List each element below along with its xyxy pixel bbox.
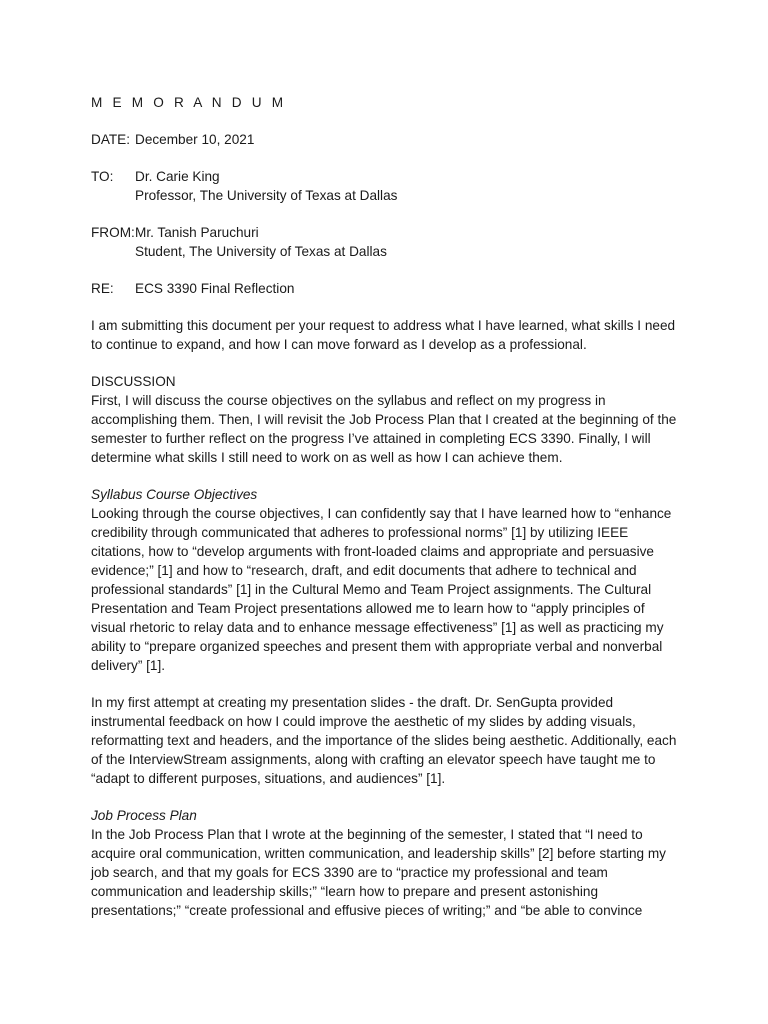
date-block: [91, 130, 681, 149]
from-name: Mr. Tanish Paruchuri: [135, 225, 259, 240]
date-value: December 10, 2021: [135, 132, 255, 147]
syllabus-paragraph-1: Looking through the course objectives, I can confidently say that I have learned how to “enhance credibility through communicated that adheres to professional norms” [1] by utilizing IEEE citations, how to “develop arguments with front-loaded claims and appropriate and persuasive evidence;” [1] and how to “research, draft, and edit documents that adhere to technical and professional standards” [1] in the Cultural Memo and Team Project assignments. The Cultural Presentation and Team Project presentations allowed me to learn how to “apply principles of visual rhetoric to relay data and to enhance message effectiveness” [1] as well as practicing my ability to “prepare organized speeches and present them with appropriate verbal and nonverbal delivery” [1].: [91, 506, 672, 673]
intro-paragraph: I am submitting this document per your request to address what I have learned, what skills I need to continue to expand, and how I can move forward as I develop as a professional.: [91, 318, 676, 352]
from-label: FROM:: [91, 225, 135, 240]
syllabus-paragraph-2: In my first attempt at creating my presentation slides - the draft. Dr. SenGupta provided instrumental feedback on how I could improve the aesthetic of my slides by adding visuals, reformatting text and headers, and the importance of the slides being aesthetic. Additionally, each of the InterviewStream assignments, along with crafting an elevator speech have taught me to “adapt to different purposes, situations, and audiences” [1].: [91, 695, 677, 786]
to-label: TO:: [91, 169, 114, 184]
discussion-paragraph: First, I will discuss the course objectives on the syllabus and reflect on my progress in accomplishing them. Then, I will revisit the Job Process Plan that I created at the beginning of the semester to further reflect on the progress I’ve attained in completing ECS 3390. Finally, I will determine what skills I still need to work on as well as how I can achieve them.: [91, 393, 677, 465]
memo-title: M E M O R A N D U M: [91, 95, 287, 110]
job-process-paragraph: In the Job Process Plan that I wrote at the beginning of the semester, I stated that “I need to acquire oral communication, written communication, and leadership skills” [2] before starting my job search, and that my goals for ECS 3390 are to “practice my professional and team communication and leadership skills;” “learn how to prepare and present astonishing presentations;” “create professional and effusive pieces of writing;” and “be able to convince: [91, 827, 666, 918]
syllabus-heading: Syllabus Course Objectives: [91, 487, 258, 502]
to-role: Professor, The University of Texas at Dallas: [135, 188, 398, 203]
job-process-heading: Job Process Plan: [91, 808, 197, 823]
to-block: [91, 167, 681, 205]
from-block: [91, 223, 681, 261]
from-role: Student, The University of Texas at Dallas: [135, 244, 387, 259]
date-label: DATE:: [91, 132, 131, 147]
re-value: ECS 3390 Final Reflection: [135, 281, 295, 296]
re-label: RE:: [91, 281, 114, 296]
discussion-heading: DISCUSSION: [91, 374, 176, 389]
re-block: [91, 279, 681, 298]
memo-page: [91, 93, 681, 920]
to-name: Dr. Carie King: [135, 169, 220, 184]
